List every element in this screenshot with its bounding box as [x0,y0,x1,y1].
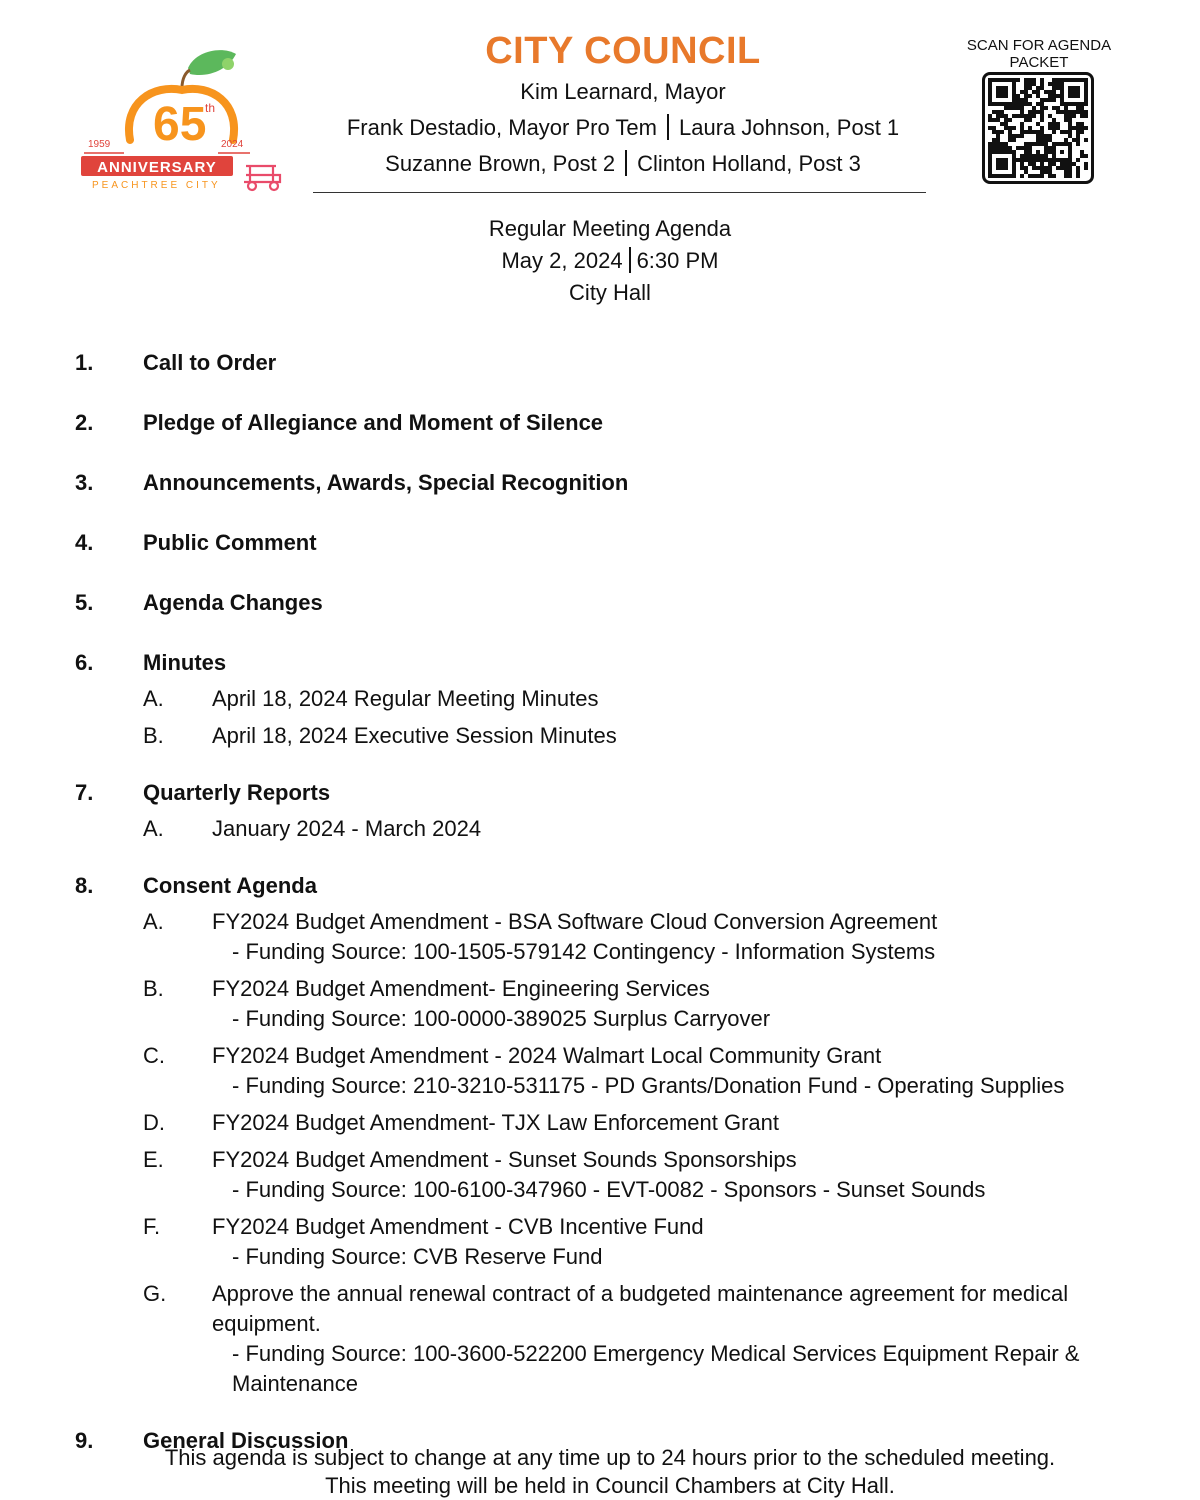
agenda-subitem-letter: D. [143,1110,165,1135]
agenda-subitem-text: FY2024 Budget Amendment - CVB Incentive Fund [212,1214,704,1239]
agenda-item-number: 3. [75,470,94,495]
agenda-item-number: 1. [75,350,94,375]
separator-bar [625,150,627,176]
agenda-item [75,585,1165,621]
agenda-item-title: Call to Order [143,350,277,375]
agenda-subitem-letter: A. [143,909,164,934]
agenda-subitem [75,814,1165,844]
logo-ordinal: th [205,101,216,115]
mayor-line: Kim Learnard, Mayor [520,79,726,104]
agenda-item-number: 4. [75,530,94,555]
council-title: CITY COUNCIL [485,30,761,72]
member-post-2: Suzanne Brown, Post 2 [385,151,616,176]
agenda-subitem [75,1041,1165,1101]
funding-source: - Funding Source: 100-6100-347960 - EVT-0082 - Sponsors - Sunset Sounds [232,1177,986,1202]
qr-label: SCAN FOR AGENDA PACKET [966,37,1112,71]
agenda-subitem-letter: A. [143,816,164,841]
separator-bar [629,247,631,273]
agenda-subitem [75,721,1165,751]
members-row-2 [300,146,946,182]
leaf-highlight-icon [222,58,234,70]
council-header [300,28,946,182]
agenda-subitem-text: FY2024 Budget Amendment- TJX Law Enforcement Grant [212,1110,780,1135]
agenda-item [75,525,1165,561]
agenda-subitem-text: FY2024 Budget Amendment - 2024 Walmart Local Community Grant [212,1043,882,1068]
logo-number: 65 [153,98,207,151]
members-row-1 [300,110,946,146]
member-post-1: Laura Johnson, Post 1 [679,115,900,140]
golf-cart-icon [244,166,280,190]
agenda-subitem-text: April 18, 2024 Regular Meeting Minutes [212,686,599,711]
agenda-item-title: Pledge of Allegiance and Moment of Silence [143,410,604,435]
agenda-item-heading [75,868,1165,904]
agenda-item-title: Agenda Changes [143,590,323,615]
agenda-item-heading [75,585,1165,621]
logo-year-start: 1959 [88,139,111,150]
agenda-item-heading [75,645,1165,681]
agenda-subitem-letter: B. [143,976,164,1001]
logo-banner-text: ANNIVERSARY [97,159,217,176]
agenda-item-heading [75,465,1165,501]
logo-year-end: 2024 [221,139,244,150]
agenda-item-number: 5. [75,590,94,615]
agenda-item [75,868,1165,1399]
agenda-item-title: General Discussion [143,1428,349,1453]
footer-line-1: This agenda is subject to change at any time up to 24 hours prior to the scheduled meeting. [164,1445,1056,1470]
funding-source: - Funding Source: CVB Reserve Fund [232,1244,603,1269]
agenda-item [75,345,1165,381]
funding-source: - Funding Source: 100-0000-389025 Surplus Carryover [232,1006,771,1031]
agenda-item-number: 7. [75,780,94,805]
agenda-subitem-text: Approve the annual renewal contract of a budgeted maintenance agreement for medical equipment. [212,1281,1069,1336]
meeting-datetime [400,245,820,277]
meeting-info [400,213,820,309]
agenda-item-title: Quarterly Reports [143,780,331,805]
meeting-date: May 2, 2024 [501,248,623,273]
agenda-subitem-text: FY2024 Budget Amendment - BSA Software Cloud Conversion Agreement [212,909,938,934]
agenda-subitem [75,1279,1165,1399]
agenda-subitem-text: January 2024 - March 2024 [212,816,482,841]
agenda-subitem-letter: G. [143,1281,167,1306]
header-divider [313,192,926,193]
agenda-subitem-letter: C. [143,1043,165,1068]
agenda-subitem [75,1212,1165,1272]
footer-note [0,1444,1200,1500]
agenda-item-heading [75,405,1165,441]
member-mayor-pro-tem: Frank Destadio, Mayor Pro Tem [346,115,657,140]
agenda-subitem-text: FY2024 Budget Amendment- Engineering Services [212,976,710,1001]
agenda-item [75,465,1165,501]
agenda-subitem-letter: E. [143,1147,164,1172]
meeting-location: City Hall [569,280,651,305]
anniversary-logo [78,48,283,198]
agenda-subitem [75,974,1165,1034]
agenda-item-number: 9. [75,1428,94,1453]
agenda-item [75,645,1165,751]
agenda-item-title: Consent Agenda [143,873,317,898]
funding-source: - Funding Source: 210-3210-531175 - PD Grants/Donation Fund - Operating Supplies [232,1073,1065,1098]
agenda-subitem-letter: F. [143,1214,161,1239]
agenda-subitem-text: April 18, 2024 Executive Session Minutes [212,723,617,748]
logo-city-text: PEACHTREE CITY [92,180,221,191]
agenda-subitem [75,907,1165,967]
agenda-item-title: Minutes [143,650,227,675]
agenda-subitem-letter: A. [143,686,164,711]
qr-code[interactable] [982,72,1094,184]
funding-source: - Funding Source: 100-3600-522200 Emergency Medical Services Equipment Repair & Maintenance [232,1341,1080,1396]
member-post-3: Clinton Holland, Post 3 [637,151,861,176]
meeting-time: 6:30 PM [636,248,719,273]
agenda-item-title: Public Comment [143,530,317,555]
agenda-item [75,775,1165,844]
agenda-item-heading [75,775,1165,811]
agenda-subitem-text: FY2024 Budget Amendment - Sunset Sounds Sponsorships [212,1147,797,1172]
agenda-list [75,345,1165,1483]
agenda-item-heading [75,345,1165,381]
agenda-item-number: 2. [75,410,94,435]
funding-source: - Funding Source: 100-1505-579142 Contingency - Information Systems [232,939,936,964]
agenda-item-title: Announcements, Awards, Special Recognition [143,470,629,495]
footer-line-2: This meeting will be held in Council Chambers at City Hall. [325,1473,895,1498]
meeting-type: Regular Meeting Agenda [488,216,732,241]
agenda-item-number: 8. [75,873,94,898]
agenda-subitem [75,1145,1165,1205]
agenda-subitem [75,684,1165,714]
agenda-subitem-letter: B. [143,723,164,748]
agenda-item-heading [75,525,1165,561]
separator-bar [667,114,669,140]
agenda-item [75,405,1165,441]
agenda-subitem [75,1108,1165,1138]
qr-code-icon [985,75,1091,181]
agenda-item-number: 6. [75,650,94,675]
